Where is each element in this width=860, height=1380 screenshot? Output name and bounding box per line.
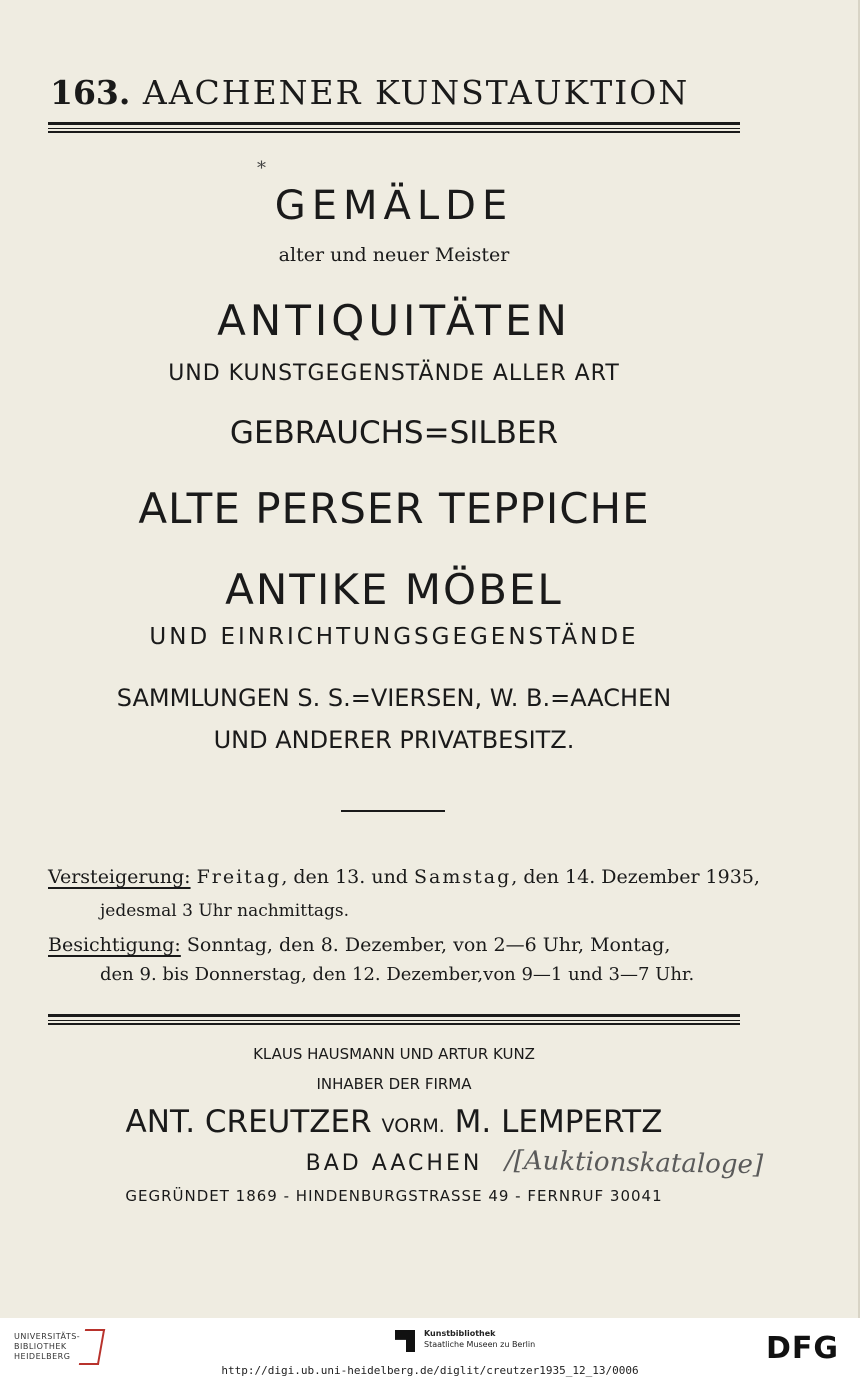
subheading-meister: alter und neuer Meister bbox=[278, 244, 510, 266]
firm-name-vorm: VORM. bbox=[381, 1115, 445, 1137]
auction-title bbox=[50, 73, 740, 112]
kb-title: Kunstbibliothek bbox=[424, 1329, 496, 1338]
title-rule-mid bbox=[48, 128, 740, 129]
firm-city: BAD AACHEN bbox=[305, 1151, 483, 1176]
firm-owner-label: INHABER DER FIRMA bbox=[316, 1075, 472, 1093]
auction-number: 163. bbox=[50, 73, 131, 112]
heading-einrichtung: UND EINRICHTUNGSGEGENSTÄNDE bbox=[149, 624, 639, 650]
auction-dates bbox=[48, 866, 760, 888]
auction-label: Versteigerung: bbox=[48, 866, 191, 888]
viewing-line1: Sonntag, den 8. Dezember, von 2—6 Uhr, Montag, bbox=[186, 934, 671, 956]
firm-rule-bottom bbox=[48, 1023, 740, 1025]
firm-address: GEGRÜNDET 1869 - HINDENBURGSTRASSE 49 - FERNRUF 30041 bbox=[125, 1187, 663, 1205]
auction-date2: , den 14. Dezember 1935, bbox=[511, 866, 760, 888]
auction-date1: , den 13. und bbox=[281, 866, 415, 888]
heading-sammlungen: SAMMLUNGEN S. S.=VIERSEN, W. B.=AACHEN bbox=[116, 684, 672, 712]
heading-silber: GEBRAUCHS=SILBER bbox=[229, 415, 559, 451]
university-line2: BIBLIOTHEK bbox=[14, 1342, 67, 1351]
digitization-footer bbox=[0, 1318, 860, 1380]
heading-kunstgegenstaende: UND KUNSTGEGENSTÄNDE ALLER ART bbox=[168, 361, 620, 386]
university-library-logo bbox=[14, 1332, 80, 1362]
heading-teppiche: ALTE PERSER TEPPICHE bbox=[138, 484, 650, 533]
auction-time: jedesmal 3 Uhr nachmittags. bbox=[100, 901, 350, 921]
kunstbibliothek-icon bbox=[395, 1330, 415, 1352]
auction-title-text: AACHENER KUNSTAUKTION bbox=[142, 73, 690, 112]
firm-name-lempertz: M. LEMPERTZ bbox=[454, 1104, 663, 1140]
handwritten-annotation: /[Auktionskataloge] bbox=[504, 1145, 764, 1181]
title-rule-bottom bbox=[48, 131, 740, 133]
firm-owners: KLAUS HAUSMANN UND ARTUR KUNZ bbox=[253, 1045, 535, 1063]
university-emblem-icon bbox=[79, 1329, 105, 1365]
university-line3: HEIDELBERG bbox=[14, 1352, 71, 1361]
firm-rule-top bbox=[48, 1014, 740, 1017]
source-url[interactable]: http://digi.ub.uni-heidelberg.de/diglit/creutzer1935_12_13/0006 bbox=[221, 1364, 639, 1377]
viewing-line2: den 9. bis Donnerstag, den 12. Dezember,von 9—1 und 3—7 Uhr. bbox=[100, 964, 695, 985]
heading-moebel: ANTIKE MÖBEL bbox=[225, 565, 563, 614]
firm-name-main: ANT. CREUTZER bbox=[125, 1104, 372, 1140]
handwritten-mark: * bbox=[257, 158, 266, 179]
heading-privatbesitz: UND ANDERER PRIVATBESITZ. bbox=[213, 726, 575, 754]
auction-day1: Freitag bbox=[196, 866, 282, 888]
viewing-label: Besichtigung: bbox=[48, 934, 181, 956]
university-line1: UNIVERSITÄTS- bbox=[14, 1332, 81, 1341]
section-divider bbox=[341, 810, 445, 812]
kb-subtitle: Staatliche Museen zu Berlin bbox=[424, 1340, 536, 1349]
kunstbibliothek-label bbox=[424, 1328, 535, 1350]
firm-rule-mid bbox=[48, 1020, 740, 1021]
auction-day2: Samstag bbox=[414, 866, 512, 888]
title-rule-top bbox=[48, 122, 740, 125]
heading-gemaelde: GEMÄLDE bbox=[274, 183, 514, 229]
firm-name bbox=[0, 1104, 788, 1140]
heading-antiquitaeten: ANTIQUITÄTEN bbox=[217, 296, 571, 345]
dfg-logo: DFG bbox=[766, 1331, 840, 1366]
viewing-line bbox=[48, 934, 670, 956]
